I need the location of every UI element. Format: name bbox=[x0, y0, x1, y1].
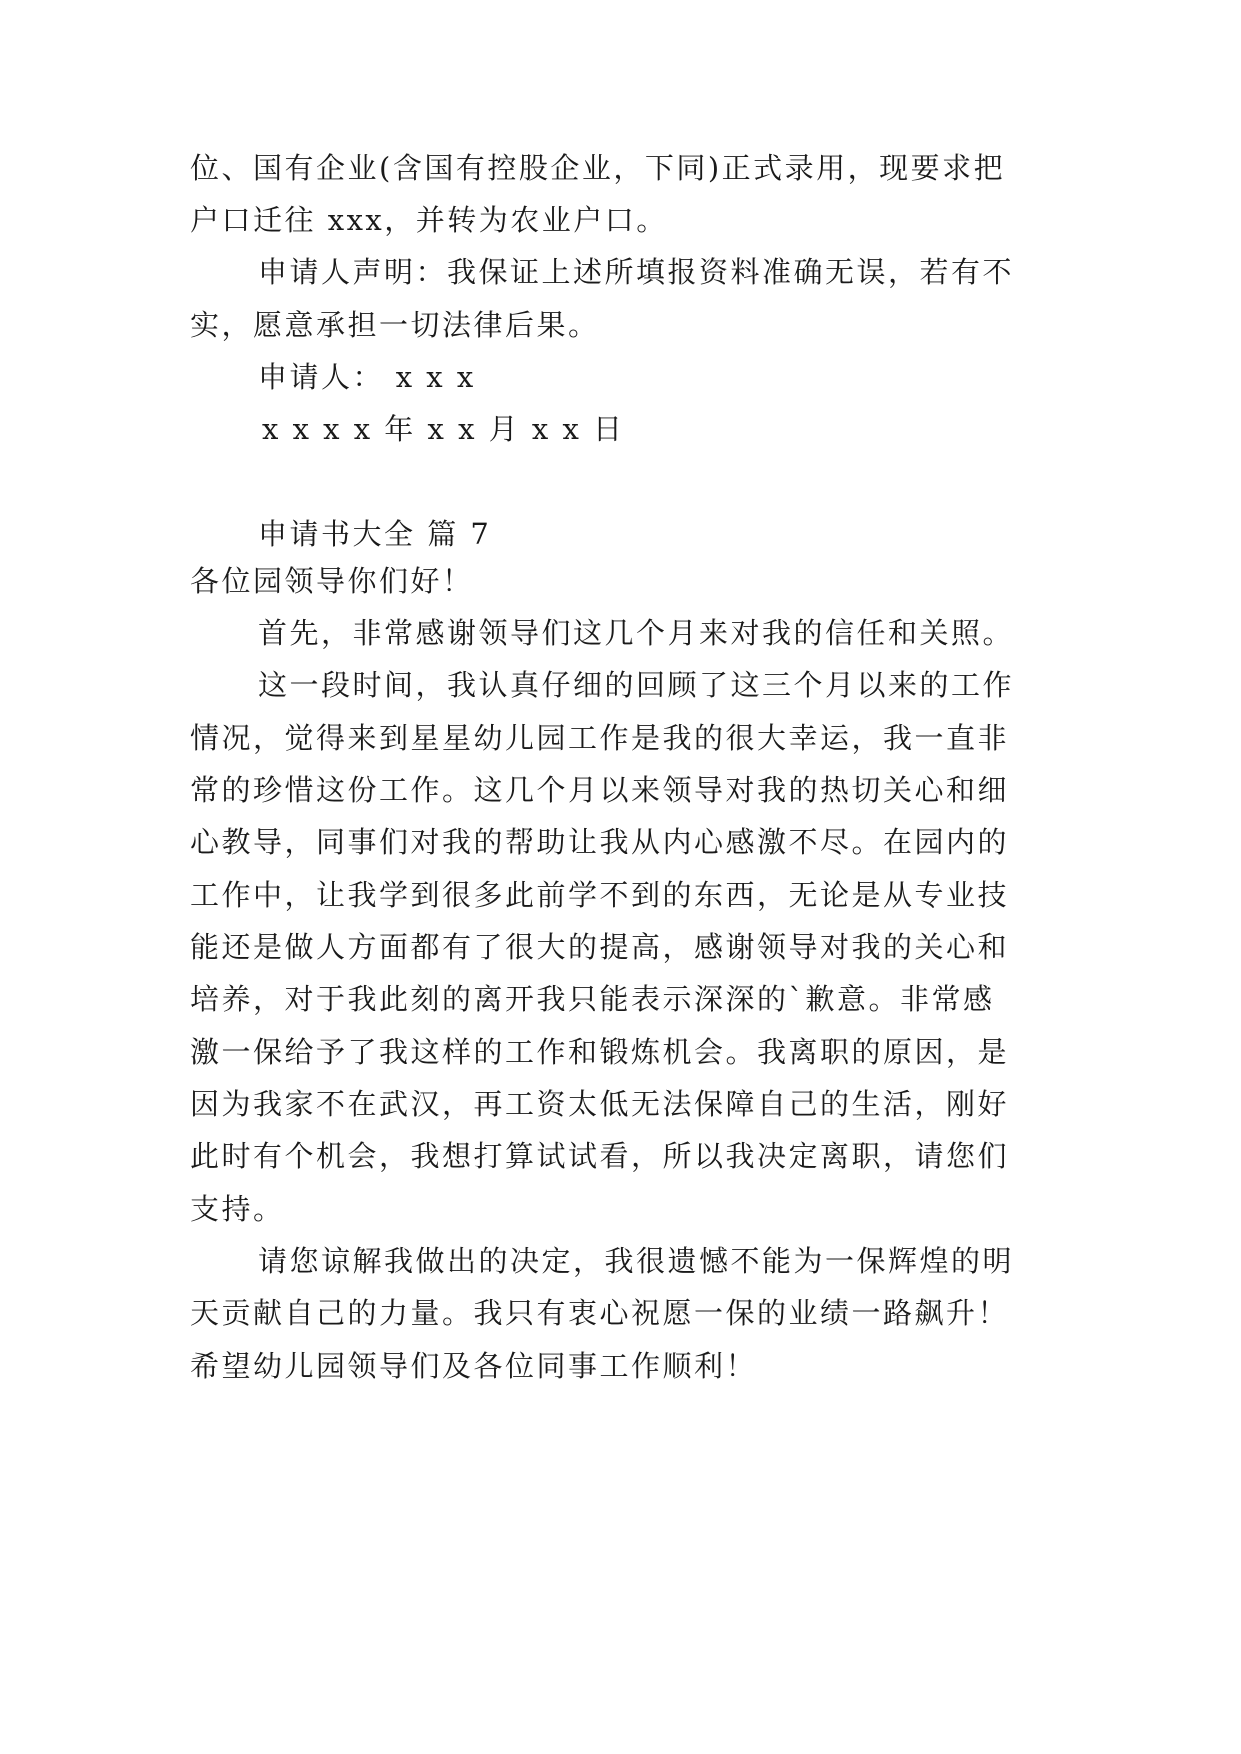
paragraph-line: 心教导，同事们对我的帮助让我从内心感激不尽。在园内的 bbox=[190, 825, 1010, 859]
paragraph-line: 天贡献自己的力量。我只有衷心祝愿一保的业绩一路飙升！ bbox=[190, 1296, 1010, 1330]
salutation: 各位园领导你们好！ bbox=[190, 564, 474, 598]
paragraph-line: 能还是做人方面都有了很大的提高，感谢领导对我的关心和 bbox=[190, 930, 1010, 964]
paragraph-line: 申请人声明：我保证上述所填报资料准确无误，若有不 bbox=[258, 255, 1015, 289]
paragraph-line: 实，愿意承担一切法律后果。 bbox=[190, 308, 600, 342]
paragraph-line: 情况，觉得来到星星幼儿园工作是我的很大幸运，我一直非 bbox=[190, 721, 1010, 755]
paragraph-line: 首先，非常感谢领导们这几个月来对我的信任和关照。 bbox=[258, 616, 1015, 650]
section-heading: 申请书大全 篇 7 bbox=[258, 517, 492, 551]
paragraph-line: 此时有个机会，我想打算试试看，所以我决定离职，请您们 bbox=[190, 1139, 1010, 1173]
paragraph-line: 培养，对于我此刻的离开我只能表示深深的`歉意。非常感 bbox=[190, 982, 995, 1016]
paragraph-line: 户口迁往 xxx，并转为农业户口。 bbox=[190, 203, 668, 237]
paragraph-line: 请您谅解我做出的决定，我很遗憾不能为一保辉煌的明 bbox=[258, 1244, 1015, 1278]
paragraph-line: 这一段时间，我认真仔细的回顾了这三个月以来的工作 bbox=[258, 668, 1015, 702]
paragraph-line: 支持。 bbox=[190, 1192, 285, 1226]
signature-date: x x x x 年 x x 月 x x 日 bbox=[262, 412, 625, 446]
paragraph-line: 位、国有企业(含国有控股企业，下同)正式录用，现要求把 bbox=[190, 151, 1006, 185]
paragraph-line: 因为我家不在武汉，再工资太低无法保障自己的生活，刚好 bbox=[190, 1087, 1010, 1121]
paragraph-line: 工作中，让我学到很多此前学不到的东西，无论是从专业技 bbox=[190, 878, 1010, 912]
paragraph-line: 希望幼儿园领导们及各位同事工作顺利！ bbox=[190, 1349, 758, 1383]
paragraph-line: 常的珍惜这份工作。这几个月以来领导对我的热切关心和细 bbox=[190, 773, 1010, 807]
paragraph-line: 激一保给予了我这样的工作和锻炼机会。我离职的原因，是 bbox=[190, 1035, 1010, 1069]
signature-applicant: 申请人： x x x bbox=[258, 360, 476, 394]
